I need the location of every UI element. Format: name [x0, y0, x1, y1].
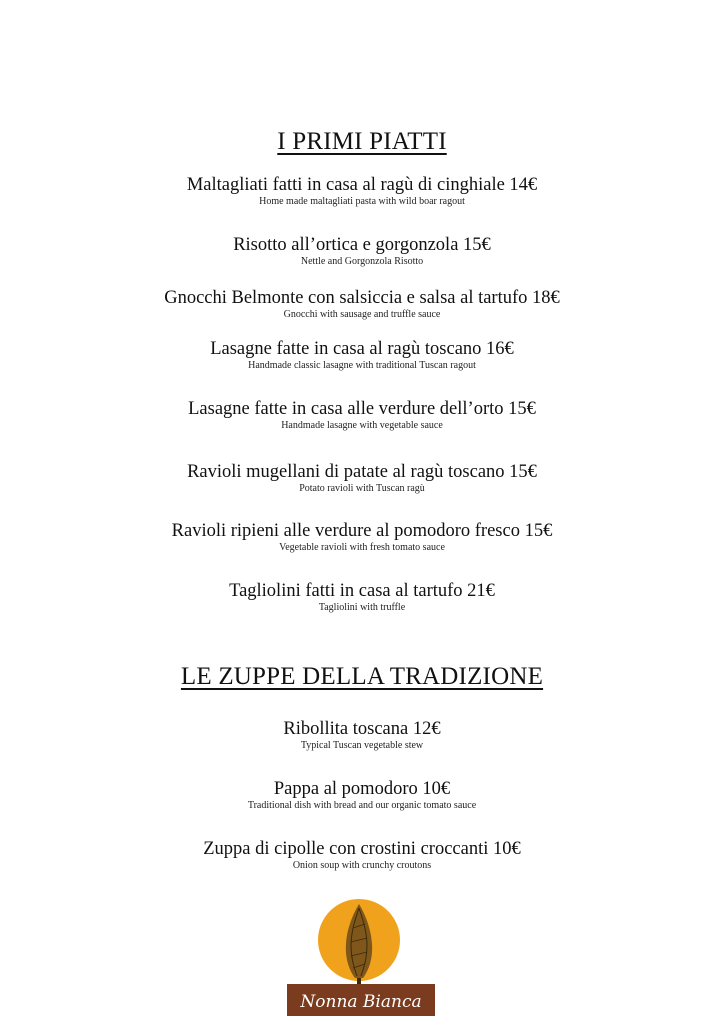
dish-name: Ravioli mugellani di patate al ragù toscano 15€ [187, 462, 537, 482]
dish-description: Onion soup with crunchy croutons [292, 860, 432, 871]
menu-item [0, 718, 724, 752]
dish-description: Typical Tuscan vegetable stew [300, 740, 424, 751]
dish-name: Tagliolini fatti in casa al tartufo 21€ [229, 581, 495, 601]
dish-description: Potato ravioli with Tuscan ragù [299, 483, 425, 494]
dish-description: Handmade classic lasagne with traditional Tuscan ragout [248, 360, 476, 371]
cypress-tree-sun-icon [283, 898, 439, 1020]
dish-name: Zuppa di cipolle con crostini croccanti 10€ [203, 839, 521, 859]
dish-name: Pappa al pomodoro 10€ [273, 779, 451, 799]
menu-item [0, 580, 724, 614]
menu-item [0, 287, 724, 321]
dish-description: Vegetable ravioli with fresh tomato sauce [279, 542, 445, 553]
logo-text: Nonna Bianca [300, 992, 422, 1012]
dish-name: Maltagliati fatti in casa al ragù di cinghiale 14€ [186, 175, 538, 195]
menu-item [0, 174, 724, 208]
nonna-bianca-logo [283, 898, 439, 1020]
dish-description: Gnocchi with sausage and truffle sauce [283, 309, 441, 320]
dish-description: Tagliolini with truffle [318, 602, 406, 613]
dish-name: Risotto all’ortica e gorgonzola 15€ [233, 235, 491, 255]
dish-name: Gnocchi Belmonte con salsiccia e salsa al tartufo 18€ [164, 288, 560, 308]
dish-description: Home made maltagliati pasta with wild boar ragout [259, 196, 465, 207]
dish-name: Ribollita toscana 12€ [283, 719, 441, 739]
menu-item [0, 520, 724, 554]
dish-description: Traditional dish with bread and our organic tomato sauce [247, 800, 477, 811]
menu-item [0, 234, 724, 268]
menu-item [0, 778, 724, 812]
menu-item [0, 398, 724, 432]
dish-description: Nettle and Gorgonzola Risotto [300, 256, 424, 267]
section-title-primi: I PRIMI PIATTI [277, 128, 447, 155]
menu-item [0, 461, 724, 495]
dish-name: Lasagne fatte in casa al ragù toscano 16€ [210, 339, 514, 359]
menu-item [0, 838, 724, 872]
menu-item [0, 338, 724, 372]
dish-description: Handmade lasagne with vegetable sauce [281, 420, 443, 431]
dish-name: Ravioli ripieni alle verdure al pomodoro fresco 15€ [171, 521, 553, 541]
section-title-zuppe: LE ZUPPE DELLA TRADIZIONE [180, 663, 544, 690]
dish-name: Lasagne fatte in casa alle verdure dell’orto 15€ [188, 399, 536, 419]
